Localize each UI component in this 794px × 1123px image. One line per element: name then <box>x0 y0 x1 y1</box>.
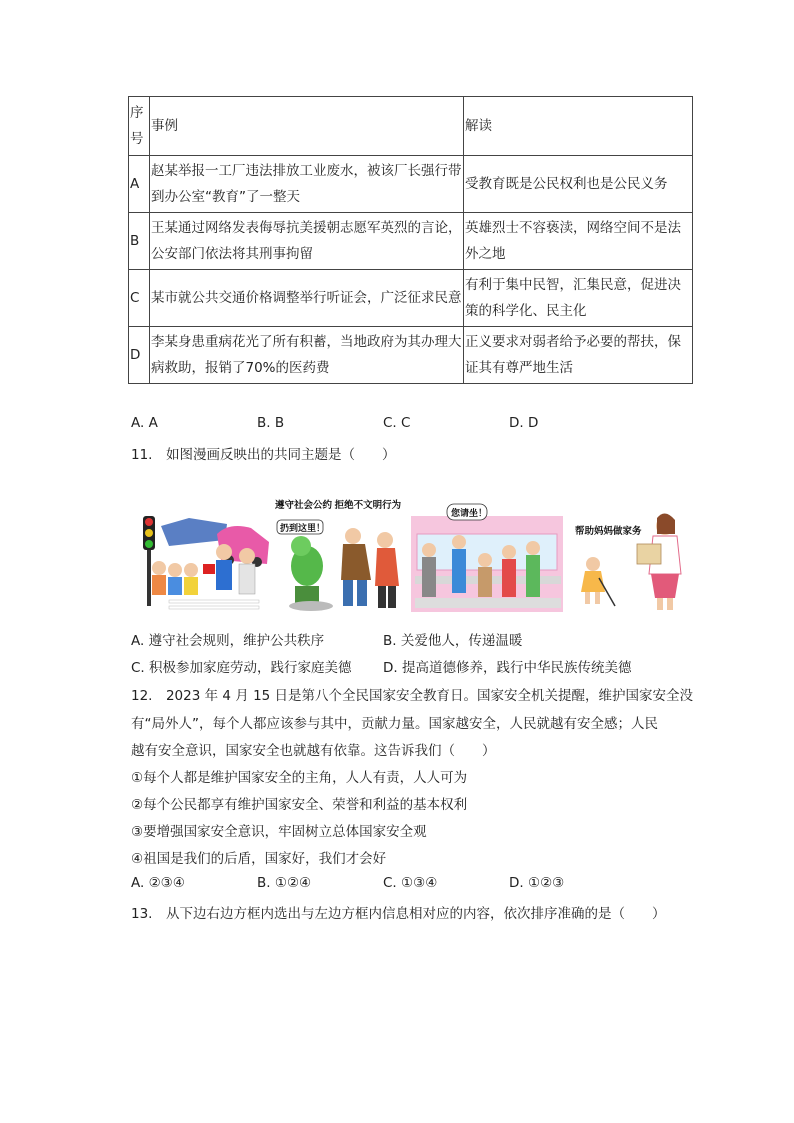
row-a-reading: 受教育既是公民权利也是公民义务 <box>464 156 693 213</box>
q10-option-a[interactable]: A. A <box>131 415 158 431</box>
row-c-case: 某市就公共交通价格调整举行听证会，广泛征求民意 <box>150 270 464 327</box>
question-10-table <box>128 96 693 384</box>
row-b-seq: B <box>129 213 150 270</box>
header-reading: 解读 <box>464 97 693 156</box>
q12-stem-line-1: 12. 2023 年 4 月 15 日是第八个全民国家安全教育日。国家安全机关提醒，维护国家安全没 <box>131 688 694 704</box>
q10-option-b[interactable]: B. B <box>257 415 285 431</box>
row-d-seq: D <box>129 327 150 384</box>
row-b-case: 王某通过网络发表侮辱抗美援朝志愿军英烈的言论，公安部门依法将其刑事拘留 <box>150 213 464 270</box>
row-a-seq: A <box>129 156 150 213</box>
q11-option-c[interactable]: C. 积极参加家庭劳动，践行家庭美德 <box>131 660 352 676</box>
q12-statement-2: ②每个公民都享有维护国家安全、荣誉和利益的基本权利 <box>131 797 468 813</box>
comic-label-seat: 您请坐！ <box>451 508 488 518</box>
q10-option-c[interactable]: C. C <box>383 415 411 431</box>
q13-stem: 13. 从下边右边方框内选出与左边方框内信息相对应的内容，依次排序准确的是（ ） <box>131 906 666 922</box>
row-c-reading: 有利于集中民智，汇集民意，促进决策的科学化、民主化 <box>464 270 693 327</box>
q10-option-d[interactable]: D. D <box>509 415 539 431</box>
q12-statement-4: ④祖国是我们的后盾，国家好，我们才会好 <box>131 851 387 867</box>
comic-panel-crosswalk <box>129 514 271 612</box>
header-seq: 序号 <box>129 97 150 156</box>
q11-option-d[interactable]: D. 提高道德修养，践行中华民族传统美德 <box>383 660 632 676</box>
q12-stem-line-2: 有“局外人”，每个人都应该参与其中，贡献力量。国家越安全，人民就越有安全感；人民 <box>131 716 658 732</box>
comic-panel-bus-seat <box>411 504 563 612</box>
comic-panel-housework <box>569 494 683 612</box>
comic-label-throw: 扔到这里！ <box>280 523 326 533</box>
q12-option-d[interactable]: D. ①②③ <box>509 875 565 891</box>
q12-option-b[interactable]: B. ①②④ <box>257 875 312 891</box>
q12-stem-line-3: 越有安全意识，国家安全也就越有依靠。这告诉我们（ ） <box>131 743 496 759</box>
q11-option-b[interactable]: B. 关爱他人，传递温暖 <box>383 633 523 649</box>
row-c-seq: C <box>129 270 150 327</box>
q12-statement-1: ①每个人都是维护国家安全的主角，人人有责，人人可为 <box>131 770 468 786</box>
header-case: 事例 <box>150 97 464 156</box>
q11-stem: 11. 如图漫画反映出的共同主题是（ ） <box>131 447 396 463</box>
q12-option-a[interactable]: A. ②③④ <box>131 875 185 891</box>
q12-option-c[interactable]: C. ①③④ <box>383 875 438 891</box>
comic-label-help: 帮助妈妈做家务 <box>575 526 642 537</box>
row-d-reading: 正义要求对弱者给予必要的帮扶，保证其有尊严地生活 <box>464 327 693 384</box>
q11-comic-image <box>129 494 683 612</box>
q12-statement-3: ③要增强国家安全意识，牢固树立总体国家安全观 <box>131 824 427 840</box>
row-a-case: 赵某举报一工厂违法排放工业废水，被该厂长强行带到办公室“教育”了一整天 <box>150 156 464 213</box>
row-d-case: 李某身患重病花光了所有积蓄，当地政府为其办理大病救助，报销了70%的医药费 <box>150 327 464 384</box>
comic-panel-littering <box>271 494 411 612</box>
row-b-reading: 英雄烈士不容亵渎，网络空间不是法外之地 <box>464 213 693 270</box>
q11-option-a[interactable]: A. 遵守社会规则，维护公共秩序 <box>131 633 325 649</box>
comic-label-title: 遵守社会公约 拒绝不文明行为 <box>275 500 402 511</box>
